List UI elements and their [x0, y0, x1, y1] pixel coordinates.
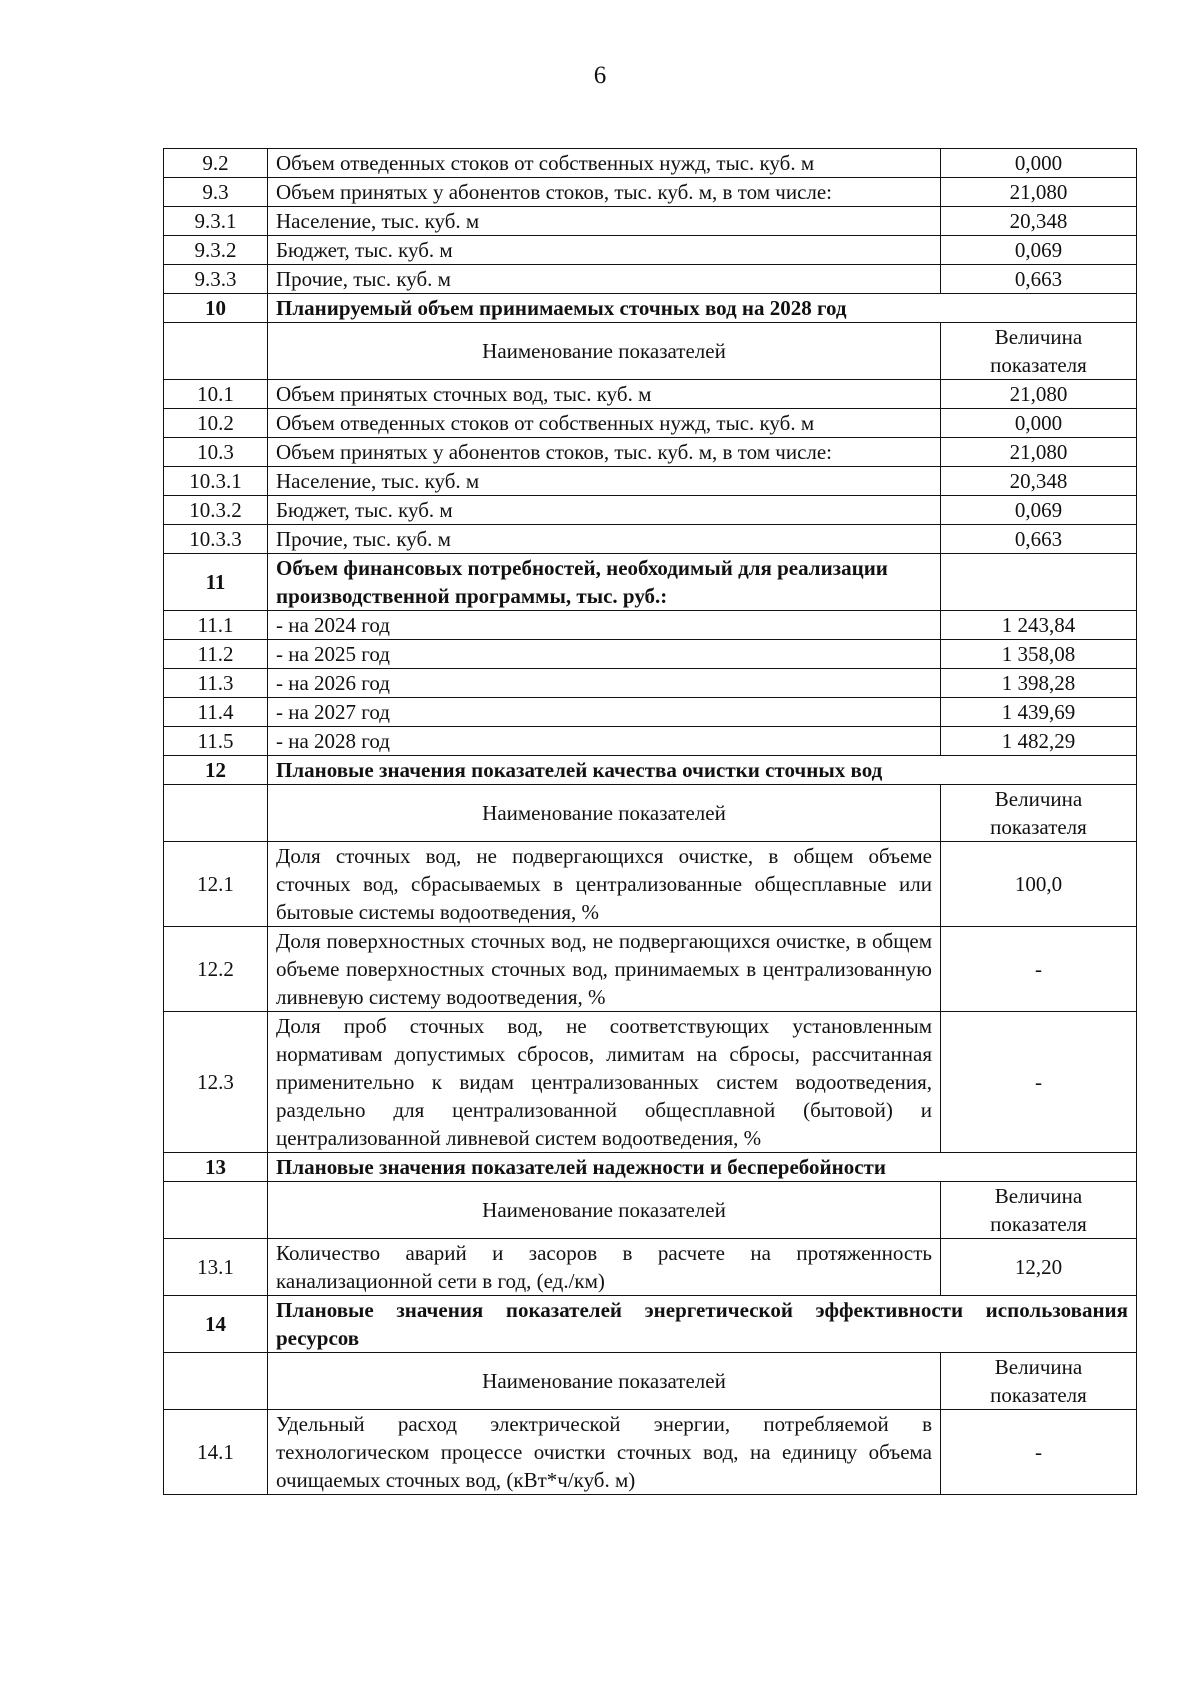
value-column-header: Величина показателя	[941, 1182, 1137, 1239]
row-value: 1 398,28	[941, 669, 1137, 698]
table-row	[164, 842, 1137, 927]
row-name: Население, тыс. куб. м	[268, 207, 941, 236]
section-title: Плановые значения показателей энергетической эффективности использования ресурсов	[268, 1296, 1137, 1353]
row-name: Прочие, тыс. куб. м	[268, 265, 941, 294]
table-row	[164, 178, 1137, 207]
row-number: 12.3	[164, 1012, 268, 1153]
section-row	[164, 294, 1137, 323]
section-title: Плановые значения показателей качества очистки сточных вод	[268, 756, 1137, 785]
row-name: Объем принятых у абонентов стоков, тыс. куб. м, в том числе:	[268, 178, 941, 207]
section-number: 12	[164, 756, 268, 785]
name-column-header: Наименование показателей	[268, 323, 941, 380]
row-name: Доля поверхностных сточных вод, не подвергающихся очистке, в общем объеме поверхностных сточных вод, принимаемых в централизованную ливневую систему водоотведения, %	[268, 927, 941, 1012]
row-value: 12,20	[941, 1239, 1137, 1296]
row-number: 11.1	[164, 611, 268, 640]
row-value: -	[941, 1410, 1137, 1495]
row-value: 21,080	[941, 380, 1137, 409]
row-name: - на 2027 год	[268, 698, 941, 727]
row-number: 9.3.2	[164, 236, 268, 265]
row-name: Прочие, тыс. куб. м	[268, 525, 941, 554]
row-value: 20,348	[941, 207, 1137, 236]
row-number: 13.1	[164, 1239, 268, 1296]
section-number: 13	[164, 1153, 268, 1182]
row-name: Бюджет, тыс. куб. м	[268, 496, 941, 525]
row-number: 9.2	[164, 149, 268, 178]
table-row	[164, 727, 1137, 756]
section-number: 14	[164, 1296, 268, 1353]
empty-cell	[164, 323, 268, 380]
name-column-header: Наименование показателей	[268, 1353, 941, 1410]
row-number: 12.2	[164, 927, 268, 1012]
empty-cell	[164, 1353, 268, 1410]
row-value: 0,000	[941, 409, 1137, 438]
row-value: 100,0	[941, 842, 1137, 927]
table-row	[164, 698, 1137, 727]
row-number: 9.3	[164, 178, 268, 207]
row-value: 0,069	[941, 496, 1137, 525]
section-row	[164, 554, 1137, 611]
row-name: Количество аварий и засоров в расчете на протяженность канализационной сети в год, (ед./км)	[268, 1239, 941, 1296]
row-name: Население, тыс. куб. м	[268, 467, 941, 496]
row-value: 1 358,08	[941, 640, 1137, 669]
row-number: 11.4	[164, 698, 268, 727]
section-row	[164, 1153, 1137, 1182]
row-name: - на 2024 год	[268, 611, 941, 640]
indicators-table	[163, 148, 1137, 1495]
row-name: - на 2025 год	[268, 640, 941, 669]
table-row	[164, 927, 1137, 1012]
row-value: 1 439,69	[941, 698, 1137, 727]
row-number: 11.2	[164, 640, 268, 669]
empty-cell	[941, 554, 1137, 611]
name-column-header: Наименование показателей	[268, 785, 941, 842]
row-value: 1 243,84	[941, 611, 1137, 640]
value-column-header: Величина показателя	[941, 1353, 1137, 1410]
section-row	[164, 756, 1137, 785]
table-row	[164, 236, 1137, 265]
row-number: 10.1	[164, 380, 268, 409]
table-row	[164, 467, 1137, 496]
row-number: 10.3.1	[164, 467, 268, 496]
row-value: 21,080	[941, 438, 1137, 467]
name-column-header: Наименование показателей	[268, 1182, 941, 1239]
row-name: Доля сточных вод, не подвергающихся очистке, в общем объеме сточных вод, сбрасываемых в централизованные общесплавные или бытовые системы водоотведения, %	[268, 842, 941, 927]
empty-cell	[164, 1182, 268, 1239]
row-number: 10.3.3	[164, 525, 268, 554]
table-row	[164, 207, 1137, 236]
table-row	[164, 409, 1137, 438]
row-value: 1 482,29	[941, 727, 1137, 756]
row-name: Бюджет, тыс. куб. м	[268, 236, 941, 265]
row-value: -	[941, 1012, 1137, 1153]
table-row	[164, 1239, 1137, 1296]
section-title: Объем финансовых потребностей, необходимый для реализации производственной программы, тыс. руб.:	[268, 554, 941, 611]
table-row	[164, 265, 1137, 294]
row-name: - на 2026 год	[268, 669, 941, 698]
row-number: 11.3	[164, 669, 268, 698]
table-row	[164, 611, 1137, 640]
table-row	[164, 669, 1137, 698]
row-name: - на 2028 год	[268, 727, 941, 756]
value-column-header: Величина показателя	[941, 785, 1137, 842]
section-number: 10	[164, 294, 268, 323]
empty-cell	[164, 785, 268, 842]
row-number: 11.5	[164, 727, 268, 756]
table-row	[164, 380, 1137, 409]
table-row	[164, 1410, 1137, 1495]
row-number: 10.2	[164, 409, 268, 438]
row-name: Объем принятых сточных вод, тыс. куб. м	[268, 380, 941, 409]
row-value: -	[941, 927, 1137, 1012]
row-value: 0,000	[941, 149, 1137, 178]
page-number: 6	[593, 62, 607, 89]
row-name: Объем отведенных стоков от собственных нужд, тыс. куб. м	[268, 409, 941, 438]
row-value: 0,663	[941, 265, 1137, 294]
row-name: Объем принятых у абонентов стоков, тыс. куб. м, в том числе:	[268, 438, 941, 467]
row-value: 20,348	[941, 467, 1137, 496]
row-name: Объем отведенных стоков от собственных нужд, тыс. куб. м	[268, 149, 941, 178]
table-row	[164, 640, 1137, 669]
row-number: 9.3.1	[164, 207, 268, 236]
column-header-row	[164, 323, 1137, 380]
table-row	[164, 496, 1137, 525]
section-title: Планируемый объем принимаемых сточных вод на 2028 год	[268, 294, 1137, 323]
section-title: Плановые значения показателей надежности и бесперебойности	[268, 1153, 1137, 1182]
row-value: 0,069	[941, 236, 1137, 265]
table-row	[164, 525, 1137, 554]
row-number: 10.3.2	[164, 496, 268, 525]
row-number: 9.3.3	[164, 265, 268, 294]
value-column-header: Величина показателя	[941, 323, 1137, 380]
row-number: 12.1	[164, 842, 268, 927]
row-value: 21,080	[941, 178, 1137, 207]
row-value: 0,663	[941, 525, 1137, 554]
table-row	[164, 438, 1137, 467]
column-header-row	[164, 1182, 1137, 1239]
column-header-row	[164, 1353, 1137, 1410]
row-number: 10.3	[164, 438, 268, 467]
table-row	[164, 1012, 1137, 1153]
row-number: 14.1	[164, 1410, 268, 1495]
table-row	[164, 149, 1137, 178]
section-row	[164, 1296, 1137, 1353]
section-number: 11	[164, 554, 268, 611]
column-header-row	[164, 785, 1137, 842]
row-name: Удельный расход электрической энергии, потребляемой в технологическом процессе очистки сточных вод, на единицу объема очищаемых сточных вод, (кВт*ч/куб. м)	[268, 1410, 941, 1495]
row-name: Доля проб сточных вод, не соответствующих установленным нормативам допустимых сбросов, лимитам на сбросы, рассчитанная применительно к видам централизованных систем водоотведения, раздельно для централизованной общесплавной (бытовой) и централизованной ливневой систем водоотведения, %	[268, 1012, 941, 1153]
